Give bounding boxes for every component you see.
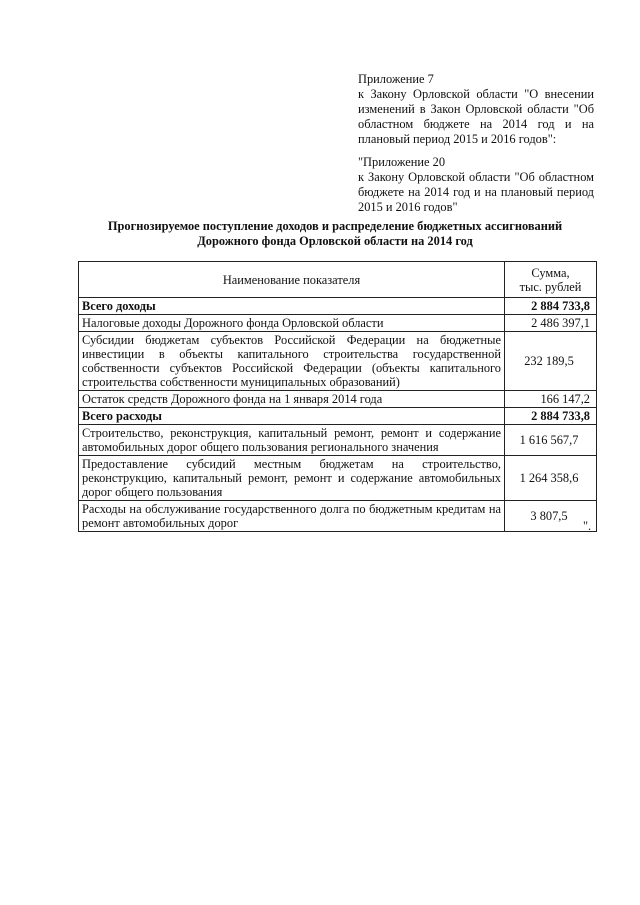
column-header-sum-line-2: тыс. рублей (519, 279, 582, 294)
row-value: 2 884 733,8 (505, 408, 597, 425)
budget-table (78, 261, 597, 532)
row-name: Субсидии бюджетам субъектов Российской Федерации на бюджетные инвестиции в объекты капитального строительства государственной собственности субъектов Российской Федерации (объекты капитального строительства собственности муниципальных образований) (79, 332, 505, 391)
row-name: Налоговые доходы Дорожного фонда Орловской области (79, 315, 505, 332)
row-value: 166 147,2 (505, 391, 597, 408)
table-row (79, 315, 597, 332)
row-name: Строительство, реконструкция, капитальный ремонт, ремонт и содержание автомобильных дорог общего пользования регионального значения (79, 425, 505, 456)
appendix-quoted-law-reference: к Закону Орловской области "Об областном бюджете на 2014 год и на плановый период 2015 и 2016 годов" (358, 170, 594, 214)
table-row (79, 501, 597, 532)
appendix-law-reference: к Закону Орловской области "О внесении изменений в Закон Орловской области "Об областном бюджете на 2014 год и на плановый период 2015 и 2016 годов": (358, 87, 594, 146)
document-title (70, 219, 600, 249)
table-row (79, 391, 597, 408)
table-row (79, 408, 597, 425)
document-title-line-1: Прогнозируемое поступление доходов и распределение бюджетных ассигнований (107, 219, 563, 233)
row-name: Остаток средств Дорожного фонда на 1 января 2014 года (79, 391, 505, 408)
column-header-sum (505, 262, 597, 298)
closing-quote-mark: ". (583, 519, 592, 533)
table-header-row (79, 262, 597, 298)
table-row (79, 332, 597, 391)
appendix-block (358, 72, 594, 215)
row-name: Расходы на обслуживание государственного долга по бюджетным кредитам на ремонт автомобильных дорог (79, 501, 505, 532)
appendix-number: Приложение 7 (358, 72, 434, 86)
row-name: Всего расходы (79, 408, 505, 425)
row-name: Всего доходы (79, 298, 505, 315)
row-value: 1 264 358,6 (505, 456, 597, 501)
column-header-name: Наименование показателя (79, 262, 505, 298)
row-value: 1 616 567,7 (505, 425, 597, 456)
row-value: 2 486 397,1 (505, 315, 597, 332)
row-value: 2 884 733,8 (505, 298, 597, 315)
table-row (79, 425, 597, 456)
row-name: Предоставление субсидий местным бюджетам на строительство, реконструкцию, капитальный ремонт, ремонт и содержание автомобильных дорог общего пользования (79, 456, 505, 501)
appendix-quoted-number: "Приложение 20 (358, 155, 446, 169)
column-header-sum-line-1: Сумма, (531, 265, 570, 280)
table-row (79, 456, 597, 501)
row-value: 3 807,5 (505, 501, 597, 532)
table-row (79, 298, 597, 315)
row-value: 232 189,5 (505, 332, 597, 391)
document-title-line-2: Дорожного фонда Орловской области на 2014 год (197, 234, 473, 248)
